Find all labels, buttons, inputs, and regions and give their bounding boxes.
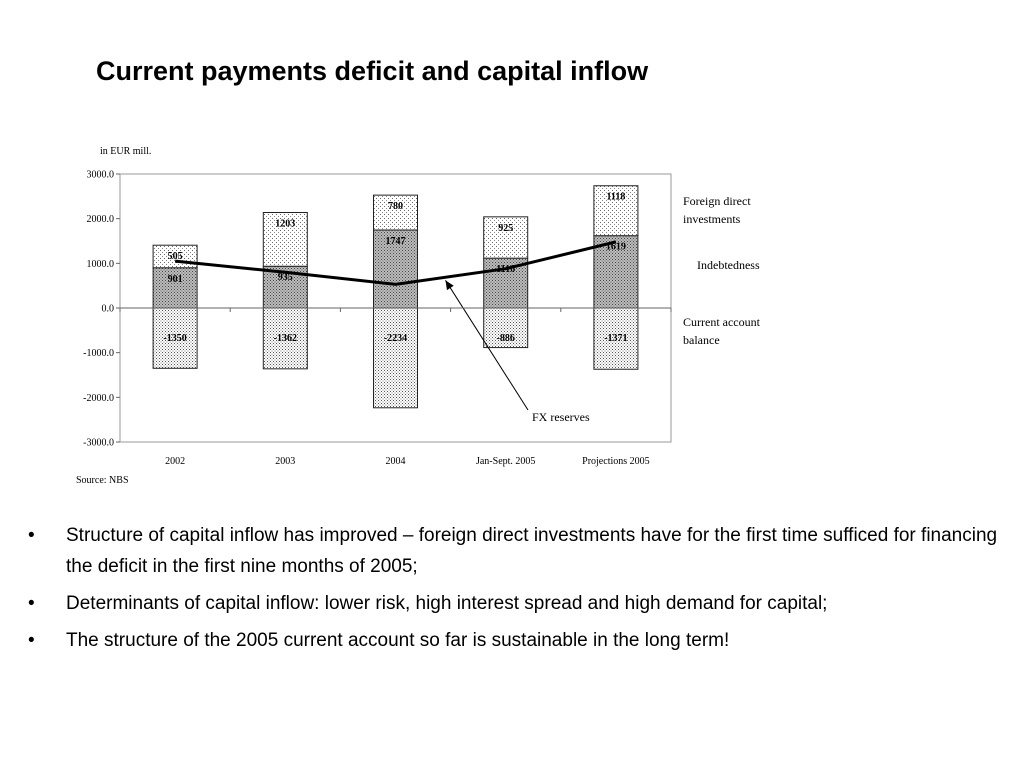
- bullet-text: The structure of the 2005 current account so far is sustainable in the long term!: [66, 630, 730, 651]
- legend: [683, 194, 761, 347]
- legend-label: Current account: [683, 315, 760, 329]
- x-tick-label: 2003: [275, 456, 296, 467]
- x-tick-label: 2002: [165, 456, 186, 467]
- bullet-item: [28, 588, 1003, 619]
- x-tick-label: Jan-Sept. 2005: [475, 456, 536, 467]
- x-tick-label: Projections 2005: [582, 456, 650, 467]
- bar-value-label: 925: [498, 222, 514, 234]
- y-tick-label: 0.0: [101, 303, 114, 315]
- y-tick-label: -2000.0: [83, 392, 114, 404]
- bullet-list: [28, 520, 1003, 662]
- legend-label: investments: [683, 212, 741, 226]
- bar-value-label: 1118: [606, 191, 626, 203]
- bar-value-label: 1116: [496, 264, 516, 276]
- bar-value-label: -1362: [273, 333, 297, 344]
- source-note: Source: NBS: [76, 475, 129, 486]
- bullet-dot: •: [28, 525, 35, 546]
- bullet-text: Structure of capital inflow has improved – foreign direct investments have for the first time sufficed for financing the deficit in the first nine months of 2005;: [66, 525, 998, 577]
- capital-inflow-chart: [0, 130, 830, 490]
- y-tick-label: -3000.0: [83, 437, 114, 449]
- bar-value-label: 901: [167, 273, 183, 285]
- fx-reserves-annotation: FX reserves: [532, 410, 590, 424]
- bar-value-label: 1619: [605, 241, 626, 253]
- bullet-item: [28, 625, 1003, 656]
- y-tick-label: 3000.0: [86, 169, 114, 181]
- bullet-text: Determinants of capital inflow: lower risk, high interest spread and high demand for capital;: [66, 593, 828, 614]
- bar-value-label: -886: [496, 333, 515, 344]
- bar-value-label: -1371: [604, 333, 628, 344]
- bar-value-label: 780: [388, 201, 403, 213]
- bar-value-label: 935: [277, 272, 293, 284]
- bar-value-label: 1747: [385, 235, 406, 247]
- legend-label: balance: [683, 333, 720, 347]
- y-axis: [83, 170, 120, 449]
- bullet-dot: •: [28, 630, 35, 651]
- bar-value-label: -1350: [163, 333, 187, 344]
- bar-value-label: 505: [167, 251, 183, 263]
- legend-label: Foreign direct: [683, 194, 751, 208]
- bar-value-label: -2234: [383, 333, 408, 344]
- unit-note: in EUR mill.: [100, 146, 152, 157]
- bullet-dot: •: [28, 593, 35, 614]
- bullet-item: [28, 520, 1003, 582]
- bar-value-label: 1203: [275, 218, 296, 230]
- current-account-balance-bar: [374, 308, 418, 408]
- legend-label: Indebtedness: [697, 258, 760, 272]
- slide-title: Current payments deficit and capital inflow: [96, 56, 649, 86]
- x-tick-label: 2004: [385, 456, 406, 467]
- y-tick-label: 1000.0: [86, 258, 114, 270]
- y-tick-label: 2000.0: [86, 214, 114, 226]
- y-tick-label: -1000.0: [83, 348, 114, 360]
